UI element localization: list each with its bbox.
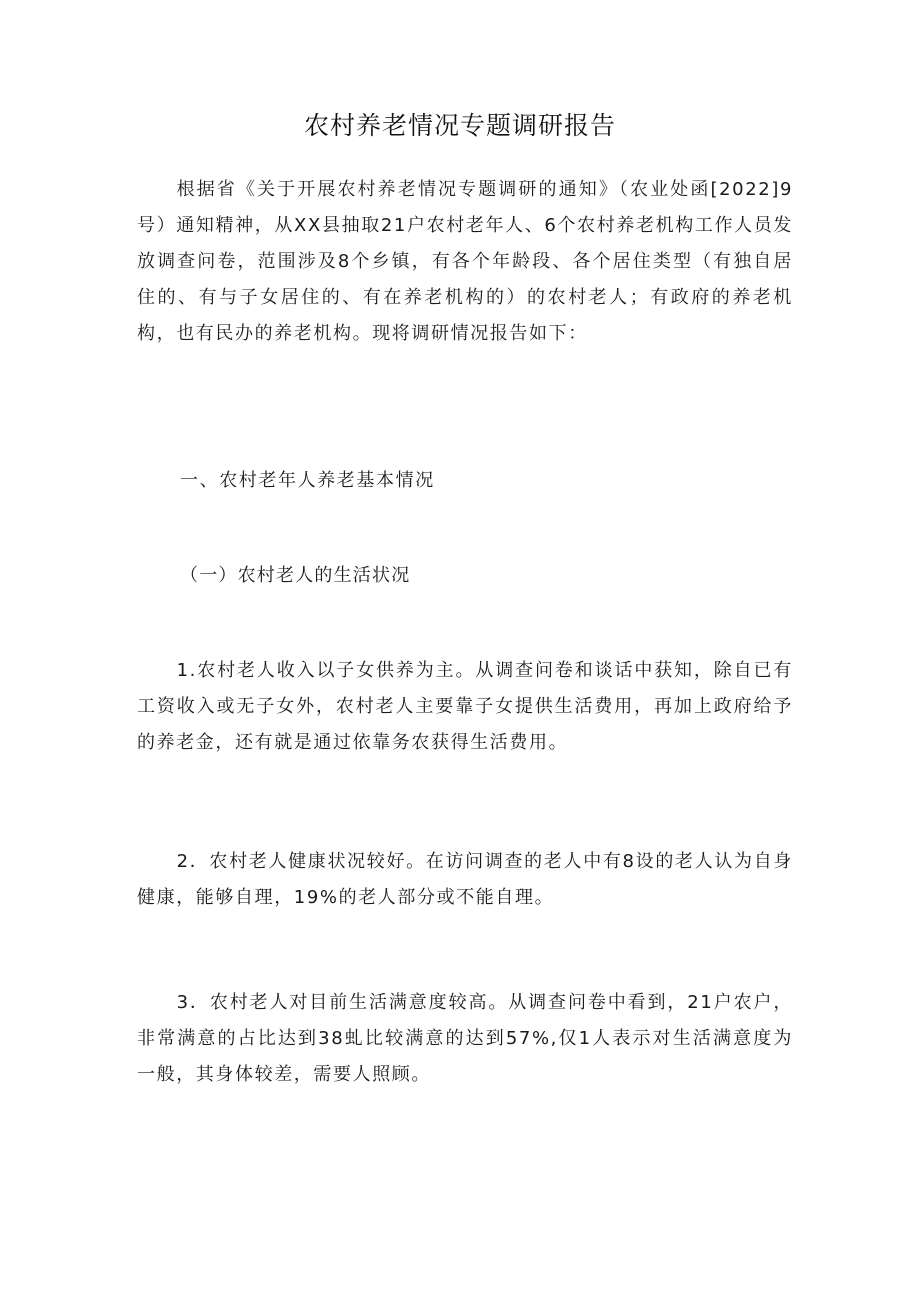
subsection-heading: （一）农村老人的生活状况 (180, 565, 411, 586)
paragraph-item-1: 1.农村老人收入以子女供养为主。从调查问卷和谈话中获知，除自已有工资收入或无子女外，农村老人主要靠子女提供生活费用，再加上政府给予的养老金，还有就是通过依靠务农获得生活费用。 (137, 660, 793, 753)
paragraph-item-3: 3．农村老人对目前生活满意度较高。从调查问卷中看到，21户农户，非常满意的占比达到38虬比较满意的达到57%,仅1人表示对生活满意度为一般，其身体较差，需要人照顾。 (137, 992, 793, 1085)
document-title: 农村养老情况专题调研报告 (303, 111, 616, 140)
section-heading: 一、农村老年人养老基本情况 (180, 470, 435, 491)
paragraph-item-2: 2．农村老人健康状况较好。在访问调查的老人中有8设的老人认为自身健康，能够自理，19%的老人部分或不能自理。 (137, 851, 793, 908)
intro-paragraph: 根据省《关于开展农村养老情况专题调研的通知》（农业处函[2022]9号）通知精神，从XX县抽取21户农村老年人、6个农村养老机构工作人员发放调查问卷，范围涉及8个乡镇，有各个年龄段、各个居住类型（有独自居住的、有与子女居住的、有在养老机构的）的农村老人；有政府的养老机构，也有民办的养老机构。现将调研情况报告如下： (137, 179, 793, 344)
